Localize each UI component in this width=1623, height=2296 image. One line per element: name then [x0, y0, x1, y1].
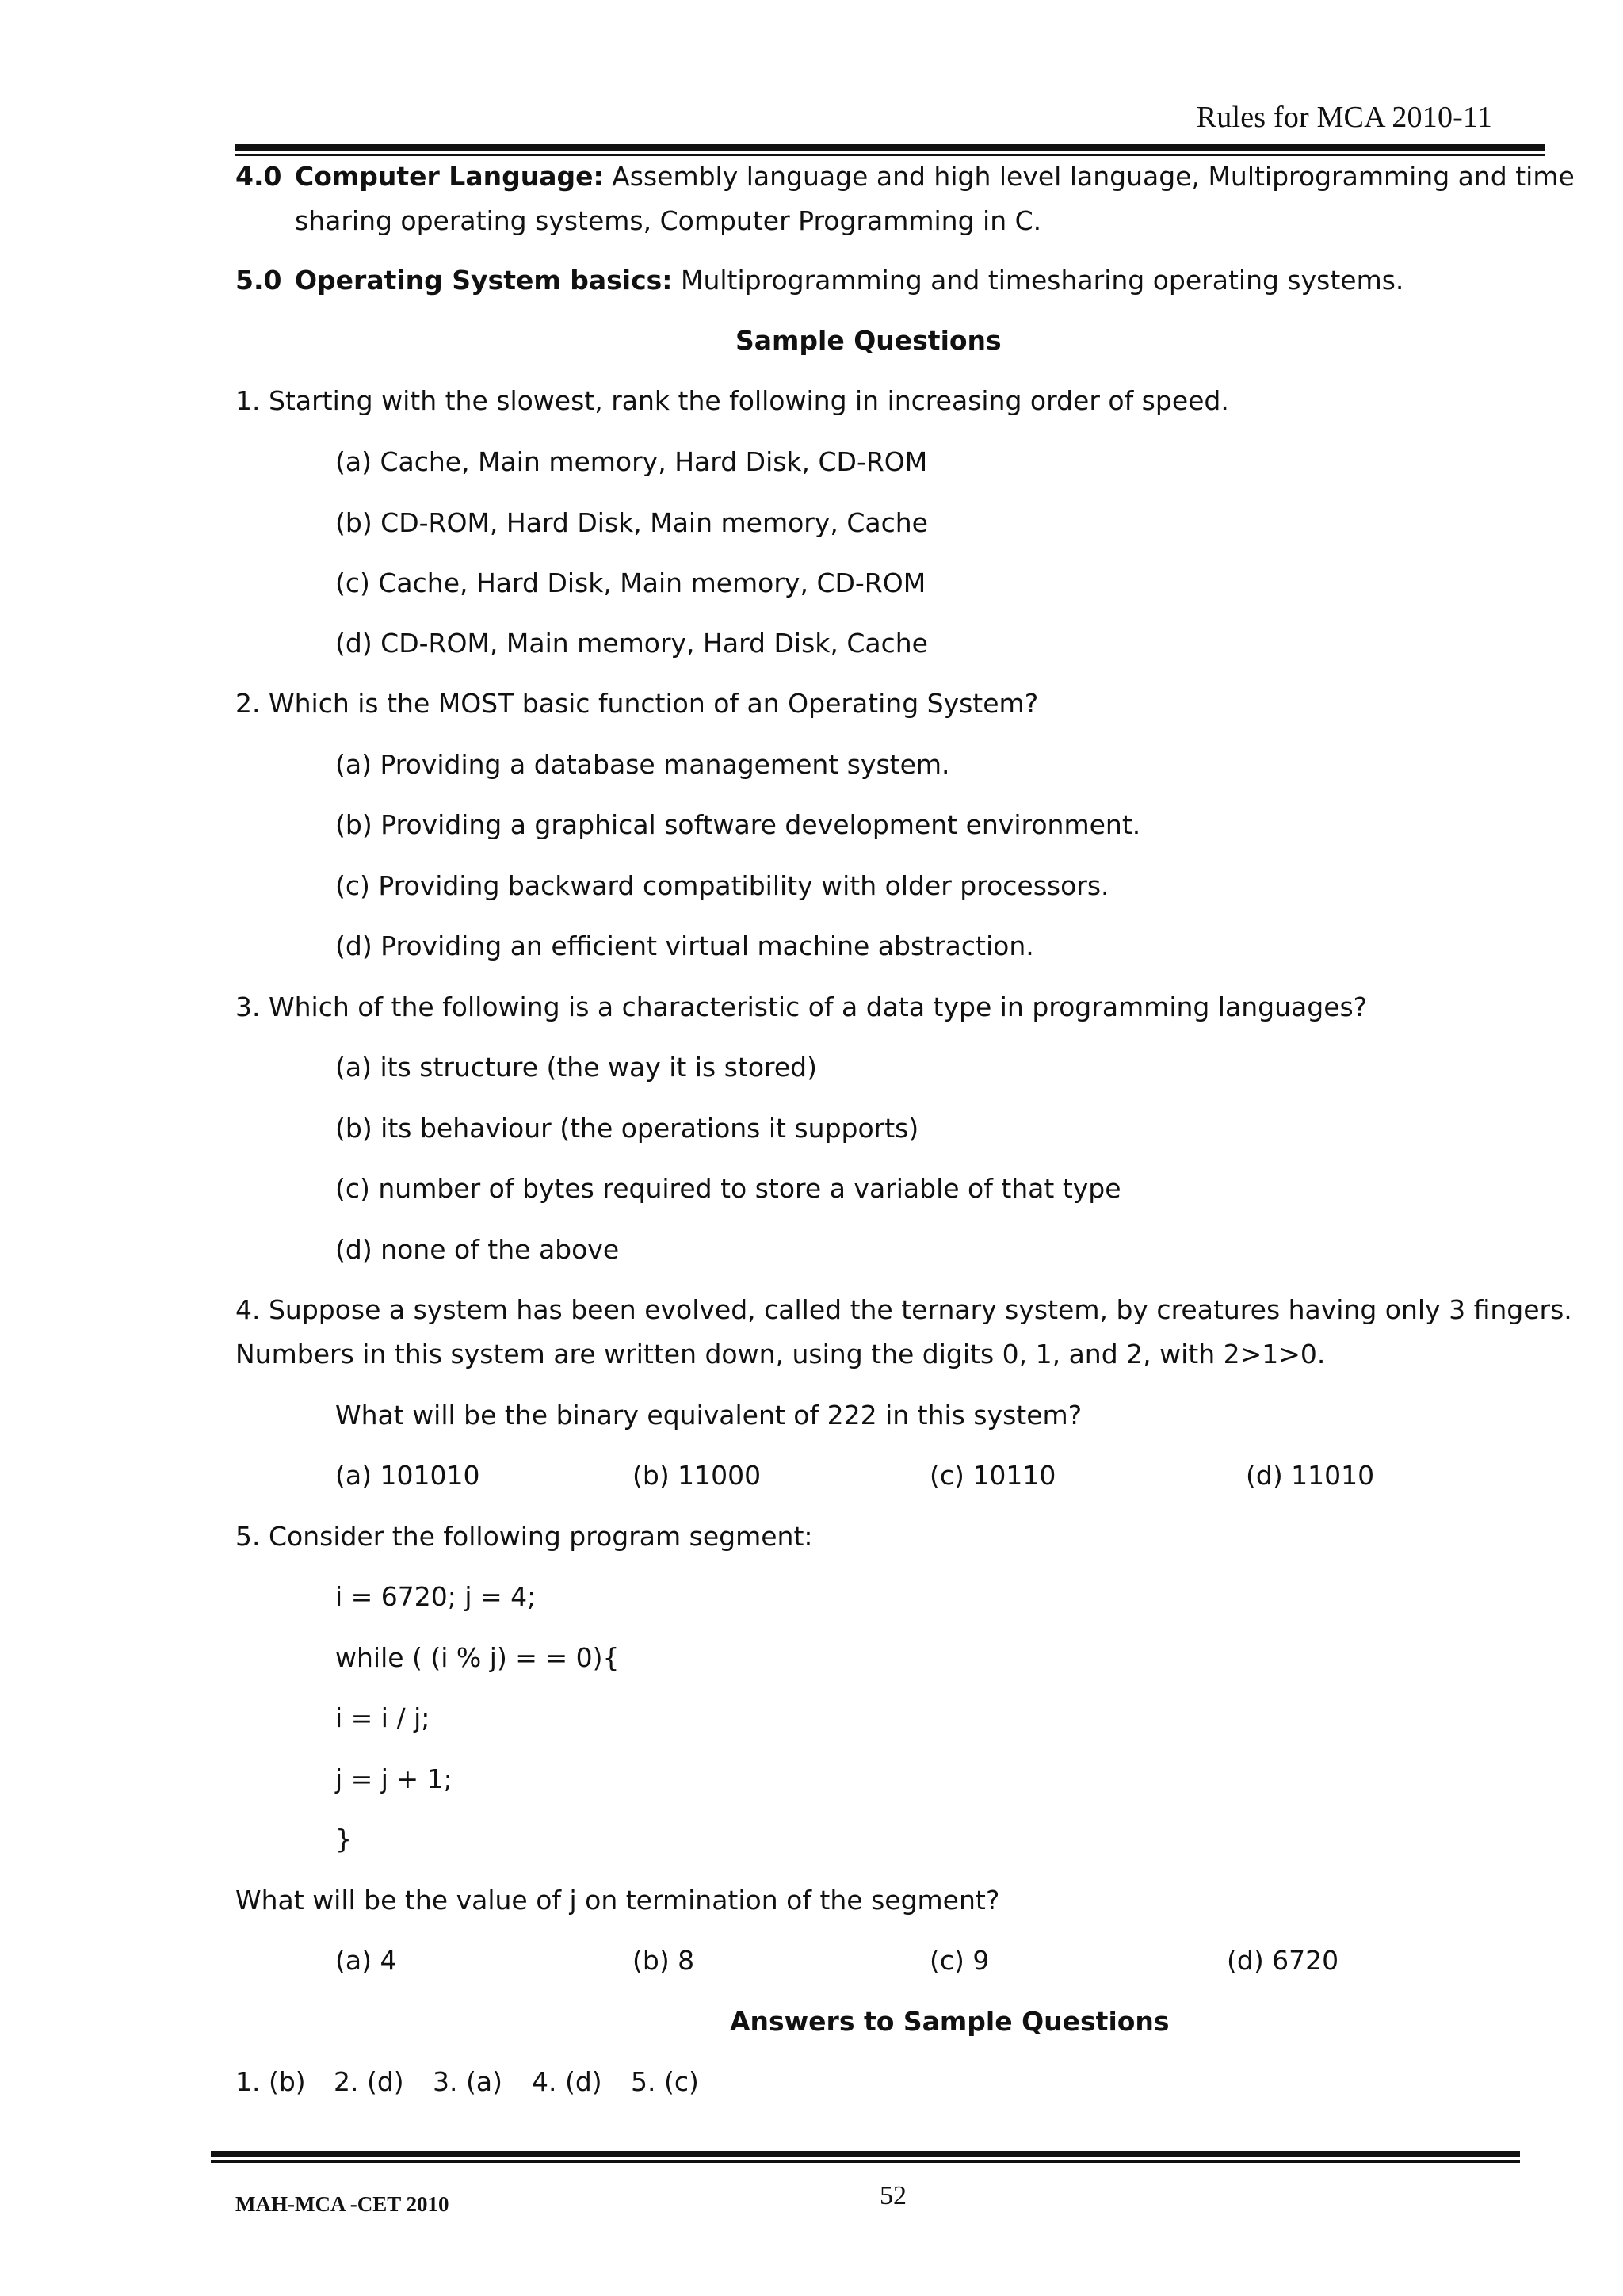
question-5: 5. Consider the following program segment:: [235, 1521, 813, 1552]
answer-4: 4. (d): [532, 2066, 602, 2097]
header-rule-thick: [235, 144, 1545, 151]
question-1-option-a: (a) Cache, Main memory, Hard Disk, CD-ROM: [335, 446, 928, 477]
footer-rule-thin: [211, 2160, 1520, 2163]
question-2-option-d: (d) Providing an efficient virtual machine abstraction.: [335, 930, 1034, 961]
question-3-option-a: (a) its structure (the way it is stored): [335, 1052, 817, 1083]
question-3: 3. Which of the following is a characteristic of a data type in programming languages?: [235, 991, 1368, 1022]
section-5-heading: Operating System basics:: [295, 265, 673, 296]
question-5-option-c: (c) 9: [930, 1945, 990, 1976]
question-1: 1. Starting with the slowest, rank the following in increasing order of speed.: [235, 385, 1229, 416]
section-4-text: Assembly language and high level language, Multiprogramming and time: [603, 161, 1575, 192]
code-line-1: i = 6720; j = 4;: [335, 1581, 537, 1612]
answer-1: 1. (b): [235, 2066, 306, 2097]
section-5-text: Multiprogramming and timesharing operating systems.: [672, 265, 1404, 296]
question-1-option-b: (b) CD-ROM, Hard Disk, Main memory, Cache: [335, 507, 928, 538]
code-line-3: i = i / j;: [335, 1702, 430, 1733]
footer-rule-thick: [211, 2151, 1520, 2157]
question-4-option-a: (a) 101010: [335, 1460, 480, 1491]
code-line-2: while ( (i % j) = = 0){: [335, 1642, 620, 1673]
answer-2: 2. (d): [334, 2066, 404, 2097]
header-title: Rules for MCA 2010-11: [1196, 101, 1492, 134]
question-2-option-a: (a) Providing a database management system.: [335, 749, 950, 780]
question-4-option-c: (c) 10110: [930, 1460, 1056, 1491]
page-number: 52: [880, 2181, 907, 2210]
answer-3: 3. (a): [433, 2066, 502, 2097]
question-2-option-c: (c) Providing backward compatibility with older processors.: [335, 870, 1109, 901]
question-3-option-b: (b) its behaviour (the operations it supports): [335, 1113, 919, 1144]
question-5-option-b: (b) 8: [632, 1945, 695, 1976]
question-1-option-d: (d) CD-ROM, Main memory, Hard Disk, Cache: [335, 628, 928, 659]
section-5-number: 5.0: [235, 265, 282, 296]
question-4-subquestion: What will be the binary equivalent of 222 in this system?: [335, 1400, 1083, 1431]
question-2-option-b: (b) Providing a graphical software development environment.: [335, 809, 1141, 840]
sample-questions-heading: Sample Questions: [735, 325, 1002, 356]
question-3-option-c: (c) number of bytes required to store a variable of that type: [335, 1173, 1121, 1204]
header-rule-thin: [235, 154, 1545, 156]
question-4-line-1: 4. Suppose a system has been evolved, called the ternary system, by creatures having only 3 fingers.: [235, 1294, 1572, 1325]
answers-heading: Answers to Sample Questions: [730, 2006, 1170, 2037]
question-3-option-d: (d) none of the above: [335, 1234, 620, 1265]
question-5-subquestion: What will be the value of j on termination of the segment?: [235, 1885, 1000, 1916]
section-4-heading: Computer Language:: [295, 161, 604, 192]
question-5-option-a: (a) 4: [335, 1945, 397, 1976]
question-5-option-d: (d) 6720: [1227, 1945, 1339, 1976]
answer-5: 5. (c): [631, 2066, 699, 2097]
section-5-line-1: [235, 265, 1403, 296]
question-4-option-d: (d) 11010: [1246, 1460, 1375, 1491]
footer-exam-name: MAH-MCA -CET 2010: [235, 2192, 449, 2216]
section-4-line-1: [235, 161, 1575, 193]
question-1-option-c: (c) Cache, Hard Disk, Main memory, CD-ROM: [335, 567, 926, 598]
question-4-option-b: (b) 11000: [632, 1460, 762, 1491]
question-4-line-2: Numbers in this system are written down, using the digits 0, 1, and 2, with 2>1>0.: [235, 1339, 1326, 1370]
section-4-line-2: sharing operating systems, Computer Programming in C.: [295, 205, 1042, 236]
code-line-5: }: [335, 1824, 352, 1855]
code-line-4: j = j + 1;: [335, 1763, 453, 1794]
section-4-number: 4.0: [235, 161, 282, 192]
question-2: 2. Which is the MOST basic function of an Operating System?: [235, 688, 1039, 719]
